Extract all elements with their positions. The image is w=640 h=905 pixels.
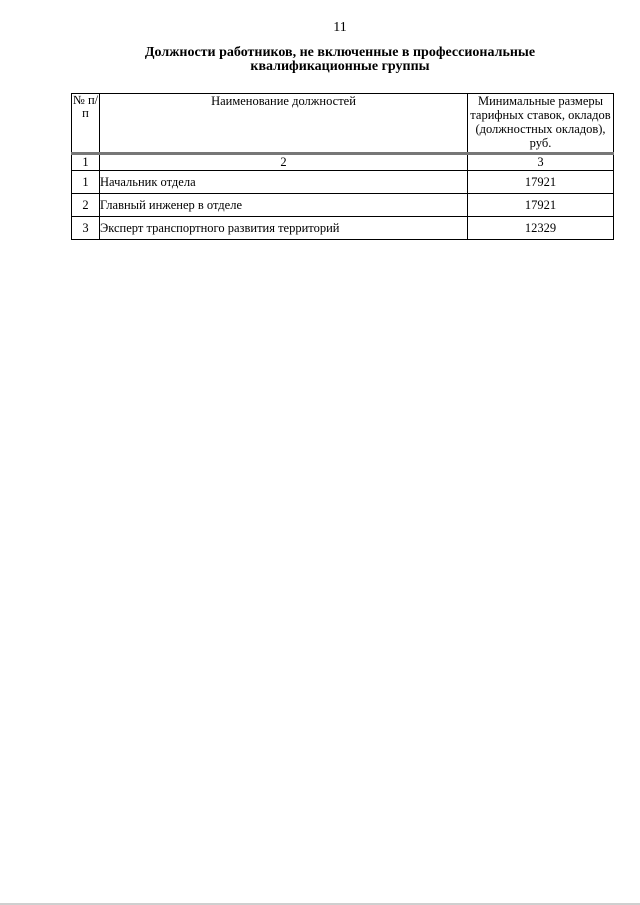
document-title-line-1: Должности работников, не включенные в профессиональные [144,45,536,60]
row-salary: 12329 [468,217,614,240]
row-position-name: Главный инженер в отделе [100,194,468,217]
row-salary: 17921 [468,171,614,194]
column-index-3: 3 [468,154,614,171]
row-position-name: Начальник отдела [100,171,468,194]
table-header-row [72,94,614,154]
column-index-1: 1 [72,154,100,171]
row-number: 1 [72,171,100,194]
row-position-name: Эксперт транспортного развития территорий [100,217,468,240]
table-row [72,217,614,240]
column-index-row [72,154,614,171]
row-number: 3 [72,217,100,240]
table-row [72,171,614,194]
column-index-2: 2 [100,154,468,171]
row-salary: 17921 [468,194,614,217]
header-minimum-salary: Минимальные размеры тарифных ставок, окладов (должностных окладов), руб. [468,94,614,154]
table-row [72,194,614,217]
header-number: № п/п [72,94,100,154]
header-position-name: Наименование должностей [100,94,468,154]
page-number: 11 [333,20,347,35]
row-number: 2 [72,194,100,217]
document-title [80,46,600,74]
document-title-line-2: квалификационные группы [250,59,430,74]
positions-table [71,93,614,240]
